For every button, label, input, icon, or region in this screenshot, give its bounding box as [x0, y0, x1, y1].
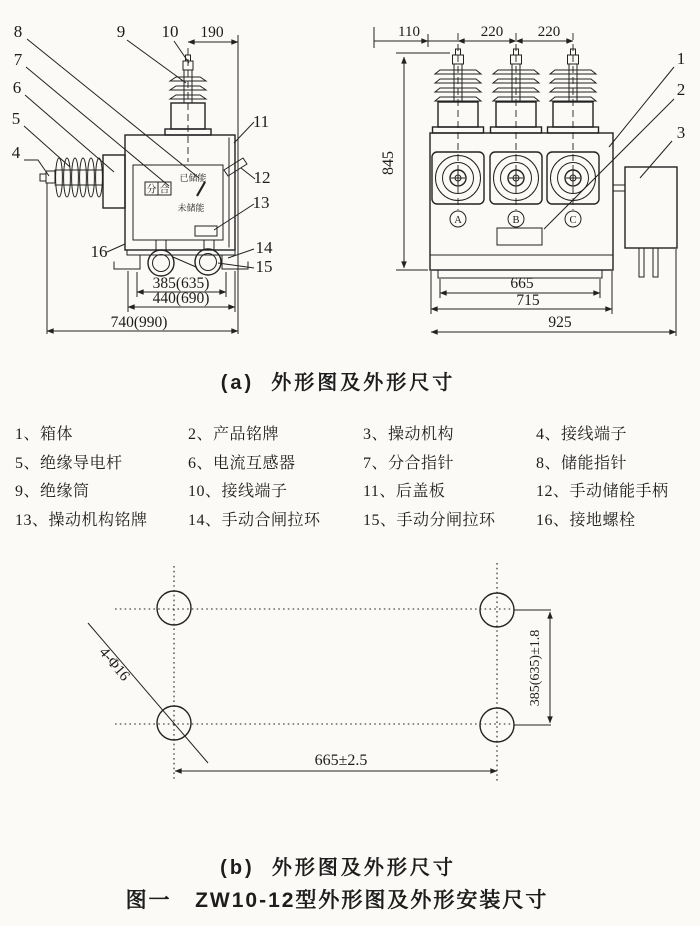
part-item-12: 12、手动储能手柄: [536, 483, 669, 500]
hole-note-leader: [88, 623, 208, 763]
part-item-10: 10、接线端子: [188, 483, 288, 500]
front-view: [374, 24, 685, 336]
dim-665: 665: [510, 275, 534, 292]
callout-13: 13: [252, 193, 270, 212]
charge-pointer-needle: [197, 182, 205, 196]
callout-7: 7: [13, 50, 23, 69]
phase-a-label: A: [454, 215, 462, 226]
callout-3: 3: [676, 123, 686, 142]
phase-labels: [450, 211, 581, 227]
caption-a: (a) 外形图及外形尺寸: [220, 372, 456, 394]
front-body: [430, 133, 613, 270]
part-item-15: 15、手动分闸拉环: [363, 511, 496, 529]
closing-pull-ring: [148, 250, 174, 276]
mounting-view: [88, 563, 551, 783]
part-item-3: 3、操动机构: [363, 426, 455, 443]
product-nameplate: [497, 228, 542, 245]
callout-11: 11: [252, 112, 270, 131]
caption-b: (b) 外形图及外形尺寸: [220, 857, 456, 879]
dim-horizontal-pitch: 665±2.5: [314, 752, 368, 769]
top-bushing: [165, 48, 211, 162]
part-item-6: 6、电流互感器: [188, 454, 296, 472]
opening-pull-ring: [195, 249, 221, 275]
dim-220b: 220: [537, 24, 561, 40]
parts-legend: [15, 427, 687, 529]
part-item-14: 14、手动合闸拉环: [188, 511, 321, 529]
front-view-dimensions: [374, 24, 676, 336]
mechanism-nameplate: [195, 226, 217, 236]
callout-5: 5: [11, 109, 21, 128]
callout-9: 9: [116, 22, 126, 41]
part-item-9: 9、绝缘筒: [15, 483, 90, 500]
part-item-4: 4、接线端子: [536, 426, 628, 443]
base-assembly: [114, 240, 248, 276]
uncharged-label: 未储能: [177, 203, 205, 213]
part-item-16: 16、接地螺栓: [536, 511, 636, 529]
part-item-11: 11、后盖板: [363, 483, 446, 500]
callout-1: 1: [676, 49, 686, 68]
charged-label: 已储能: [179, 173, 207, 183]
callout-2: 2: [676, 80, 686, 99]
dim-715: 715: [516, 292, 540, 309]
dim-385: 385(635): [152, 275, 210, 292]
dim-925: 925: [548, 314, 572, 331]
figure-a-drawing: [0, 0, 700, 362]
enclosure-box: [125, 135, 235, 250]
side-view-dimensions: [47, 24, 238, 334]
dim-740: 740(990): [110, 314, 168, 331]
part-item-8: 8、储能指针: [536, 454, 628, 472]
callout-15: 15: [255, 257, 273, 276]
dim-845: 845: [380, 151, 397, 175]
figure-b-drawing: [0, 555, 700, 800]
dim-110: 110: [398, 24, 420, 40]
side-insulator: [40, 155, 125, 208]
part-item-13: 13、操动机构铭牌: [15, 511, 148, 529]
hole-note: 4-Φ16: [95, 644, 133, 685]
dim-190: 190: [200, 24, 224, 41]
side-view: [12, 22, 273, 334]
callout-6: 6: [12, 78, 22, 97]
side-view-leaders: [24, 39, 255, 268]
panel-indicators: [145, 172, 217, 236]
callout-8: 8: [13, 22, 23, 41]
part-item-1: 1、箱体: [15, 426, 74, 443]
callout-4: 4: [11, 143, 21, 162]
left-mount-bracket: [114, 255, 140, 269]
dim-220a: 220: [480, 24, 504, 40]
close-indicator-label: 合: [159, 184, 170, 196]
dim-vertical-pitch: 385(635)±1.8: [528, 629, 543, 707]
part-item-5: 5、绝缘导电杆: [15, 454, 123, 472]
callout-12: 12: [253, 168, 271, 187]
mechanism-box: [613, 167, 677, 277]
dim-440: 440(690): [152, 290, 210, 307]
open-indicator-label: 分: [146, 184, 157, 196]
phase-b-label: B: [512, 215, 520, 226]
callout-16: 16: [90, 242, 108, 261]
figure-title: 图一 ZW10-12型外形图及外形安装尺寸: [125, 889, 549, 912]
callout-14: 14: [255, 238, 273, 257]
callout-10: 10: [161, 22, 179, 41]
current-transformer-block: [103, 155, 125, 208]
phase-c-label: C: [569, 215, 577, 226]
part-item-7: 7、分合指针: [363, 454, 455, 472]
part-item-2: 2、产品铭牌: [188, 426, 280, 443]
